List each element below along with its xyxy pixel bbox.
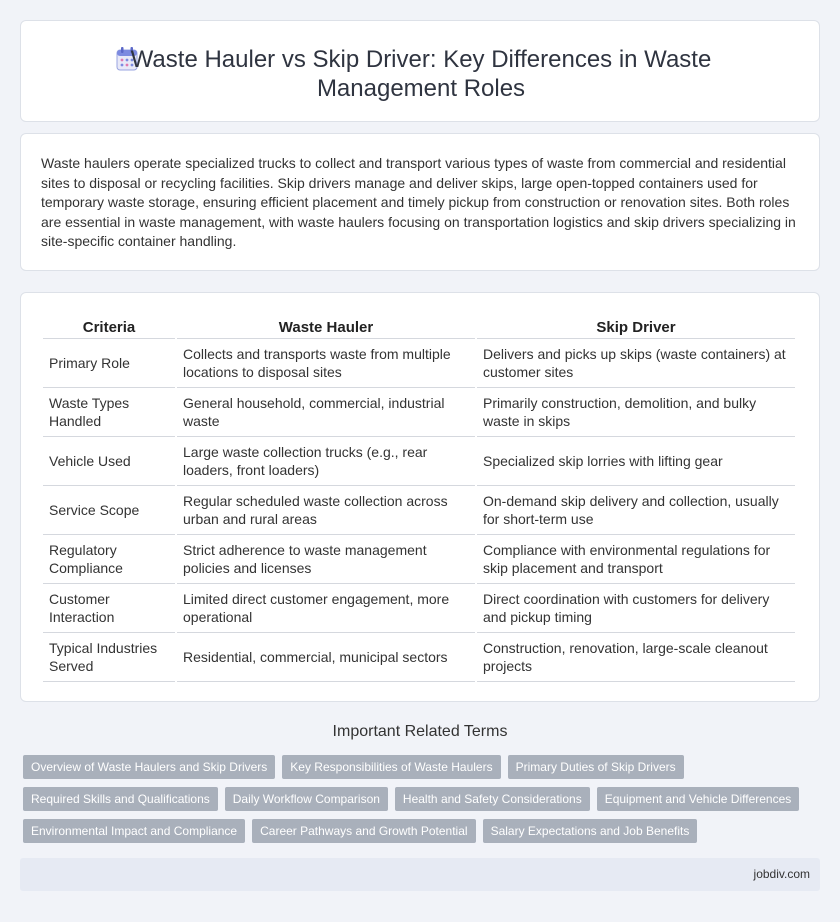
related-term-tag[interactable]: Equipment and Vehicle Differences <box>597 787 800 811</box>
page-title: Waste Hauler vs Skip Driver: Key Differences in Waste Management Roles <box>130 46 712 102</box>
table-header-row <box>43 315 795 339</box>
criteria-cell: Regulatory Compliance <box>43 535 175 584</box>
waste-hauler-cell: Limited direct customer engagement, more operational <box>177 584 475 633</box>
related-term-tag[interactable]: Salary Expectations and Job Benefits <box>483 819 698 843</box>
intro-card <box>20 133 820 271</box>
criteria-cell: Primary Role <box>43 339 175 388</box>
tag-row <box>23 787 813 811</box>
skip-driver-cell: Construction, renovation, large-scale cleanout projects <box>477 633 795 682</box>
tag-row <box>23 755 813 779</box>
waste-hauler-cell: Residential, commercial, municipal sectors <box>177 633 475 682</box>
related-term-tag[interactable]: Health and Safety Considerations <box>395 787 590 811</box>
waste-hauler-cell: Regular scheduled waste collection across urban and rural areas <box>177 486 475 535</box>
table-row <box>43 437 795 486</box>
table-row <box>43 535 795 584</box>
skip-driver-cell: Direct coordination with customers for delivery and pickup timing <box>477 584 795 633</box>
related-term-tag[interactable]: Career Pathways and Growth Potential <box>252 819 475 843</box>
criteria-cell: Vehicle Used <box>43 437 175 486</box>
header-criteria: Criteria <box>43 315 175 339</box>
skip-driver-cell: Compliance with environmental regulations for skip placement and transport <box>477 535 795 584</box>
waste-hauler-cell: Strict adherence to waste management policies and licenses <box>177 535 475 584</box>
comparison-table-card <box>20 292 820 702</box>
header-card <box>20 20 820 122</box>
related-terms-tags <box>23 755 813 851</box>
related-term-tag[interactable]: Overview of Waste Haulers and Skip Drivers <box>23 755 275 779</box>
header-skip-driver: Skip Driver <box>477 315 795 339</box>
header-waste-hauler: Waste Hauler <box>177 315 475 339</box>
waste-hauler-cell: Large waste collection trucks (e.g., rear loaders, front loaders) <box>177 437 475 486</box>
criteria-cell: Service Scope <box>43 486 175 535</box>
table-row <box>43 486 795 535</box>
related-term-tag[interactable]: Primary Duties of Skip Drivers <box>508 755 684 779</box>
criteria-cell: Typical Industries Served <box>43 633 175 682</box>
comparison-table <box>41 315 797 682</box>
table-row <box>43 388 795 437</box>
table-row <box>43 339 795 388</box>
intro-paragraph: Waste haulers operate specialized trucks to collect and transport various types of waste from commercial and residential sites to disposal or recycling facilities. Skip drivers manage and deliver skips, large open-topped containers used for temporary waste storage, ensuring efficient placement and timely pickup from construction or renovation sites. Both roles are essential in waste management, with waste haulers focusing on transportation logistics and skip drivers specializing in site-specific container handling. <box>41 155 796 250</box>
skip-driver-cell: Primarily construction, demolition, and bulky waste in skips <box>477 388 795 437</box>
footer-domain-link[interactable]: jobdiv.com <box>753 867 810 881</box>
table-row <box>43 584 795 633</box>
related-term-tag[interactable]: Key Responsibilities of Waste Haulers <box>282 755 500 779</box>
related-terms-title: Important Related Terms <box>332 723 508 740</box>
table-row <box>43 633 795 682</box>
waste-hauler-cell: Collects and transports waste from multiple locations to disposal sites <box>177 339 475 388</box>
skip-driver-cell: Specialized skip lorries with lifting gear <box>477 437 795 486</box>
related-term-tag[interactable]: Required Skills and Qualifications <box>23 787 218 811</box>
related-term-tag[interactable]: Daily Workflow Comparison <box>225 787 388 811</box>
related-term-tag[interactable]: Environmental Impact and Compliance <box>23 819 245 843</box>
footer <box>20 858 820 891</box>
criteria-cell: Waste Types Handled <box>43 388 175 437</box>
skip-driver-cell: On-demand skip delivery and collection, usually for short-term use <box>477 486 795 535</box>
skip-driver-cell: Delivers and picks up skips (waste containers) at customer sites <box>477 339 795 388</box>
criteria-cell: Customer Interaction <box>43 584 175 633</box>
waste-hauler-cell: General household, commercial, industrial waste <box>177 388 475 437</box>
tag-row <box>23 819 813 843</box>
